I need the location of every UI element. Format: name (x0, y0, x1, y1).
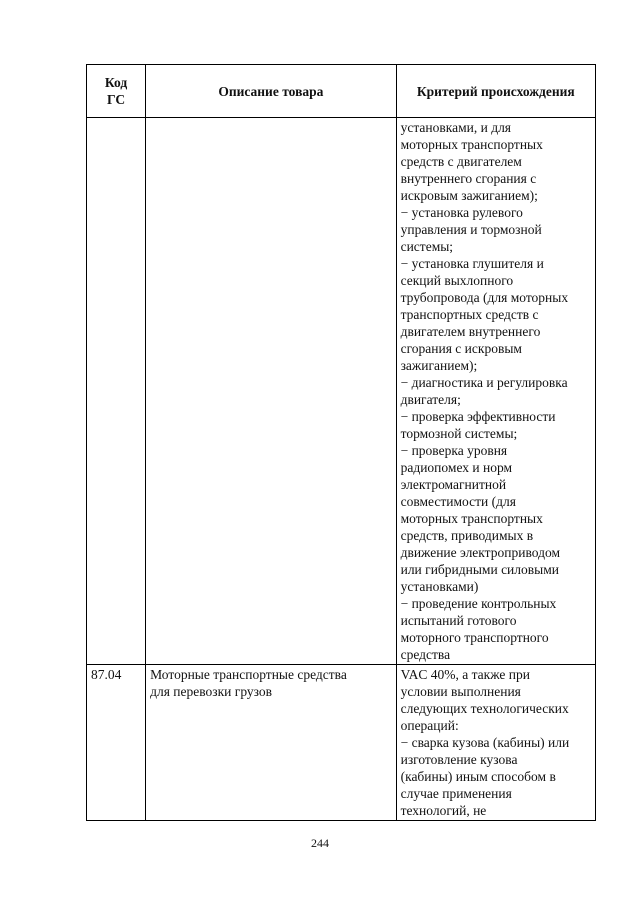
criterion-line: операций: (400, 718, 459, 733)
cell-description (146, 665, 396, 821)
criterion-line: зажиганием); (400, 358, 478, 373)
criterion-line: искровым зажиганием); (400, 188, 538, 203)
criterion-line: моторных транспортных (400, 137, 543, 152)
criterion-line: испытаний готового (400, 613, 517, 628)
cell-description (146, 118, 396, 665)
criterion-line: трубопровода (для моторных (400, 290, 569, 305)
criterion-line: управления и тормозной (400, 222, 542, 237)
criterion-line: установками) (400, 579, 479, 594)
criterion-line: моторного транспортного (400, 630, 549, 645)
header-code-line-2: ГС (106, 92, 126, 107)
cell-criterion (396, 118, 595, 665)
criterion-line: случае применения (400, 786, 512, 801)
criterion-line: секций выхлопного (400, 273, 514, 288)
criterion-line: системы; (400, 239, 454, 254)
code-text: 87.04 (91, 667, 122, 682)
criterion-line: радиопомех и норм (400, 460, 513, 475)
criterion-line: электромагнитной (400, 477, 507, 492)
cell-code (87, 665, 146, 821)
criterion-line: моторных транспортных (400, 511, 543, 526)
criterion-line: − диагностика и регулировка (400, 375, 568, 390)
table-header-row (87, 65, 596, 118)
header-description: Описание товара (146, 65, 396, 118)
criterion-line: установками, и для (400, 120, 512, 135)
code-text (87, 118, 145, 120)
criterion-line: − проверка эффективности (400, 409, 556, 424)
criterion-line: сгорания с искровым (400, 341, 522, 356)
criterion-line: − установка рулевого (400, 205, 523, 220)
header-code (87, 65, 146, 118)
criterion-line: тормозной системы; (400, 426, 518, 441)
criterion-line: − проведение контрольных (400, 596, 557, 611)
cell-code (87, 118, 146, 665)
criterion-line: − проверка уровня (400, 443, 508, 458)
description-line: для перевозки грузов (150, 684, 273, 699)
criterion-line: условии выполнения (400, 684, 521, 699)
goods-origin-table (86, 64, 596, 821)
criterion-line: технологий, не (400, 803, 487, 818)
criterion-line: VAC 40%, а также при (400, 667, 530, 682)
criterion-line: совместимости (для (400, 494, 516, 509)
criterion-line: − установка глушителя и (400, 256, 544, 271)
criterion-line: средства (400, 647, 451, 662)
criterion-line: следующих технологических (400, 701, 569, 716)
page-number: 244 (311, 836, 329, 850)
table-row (87, 118, 596, 665)
criterion-line: средств с двигателем (400, 154, 522, 169)
criterion-line: − сварка кузова (кабины) или (400, 735, 570, 750)
criterion-line: внутреннего сгорания с (400, 171, 537, 186)
criterion-line: движение электроприводом (400, 545, 560, 560)
criterion-line: изготовление кузова (400, 752, 518, 767)
header-criterion: Критерий происхождения (396, 65, 595, 118)
criterion-line: двигателя; (400, 392, 461, 407)
criterion-line: (кабины) иным способом в (400, 769, 556, 784)
header-code-line-1: Код (104, 75, 128, 90)
criterion-line: транспортных средств с (400, 307, 539, 322)
criterion-line: двигателем внутреннего (400, 324, 541, 339)
table-row (87, 665, 596, 821)
criterion-line: средств, приводимых в (400, 528, 534, 543)
cell-criterion (396, 665, 595, 821)
description-line: Моторные транспортные средства (150, 667, 347, 682)
criterion-line: или гибридными силовыми (400, 562, 559, 577)
